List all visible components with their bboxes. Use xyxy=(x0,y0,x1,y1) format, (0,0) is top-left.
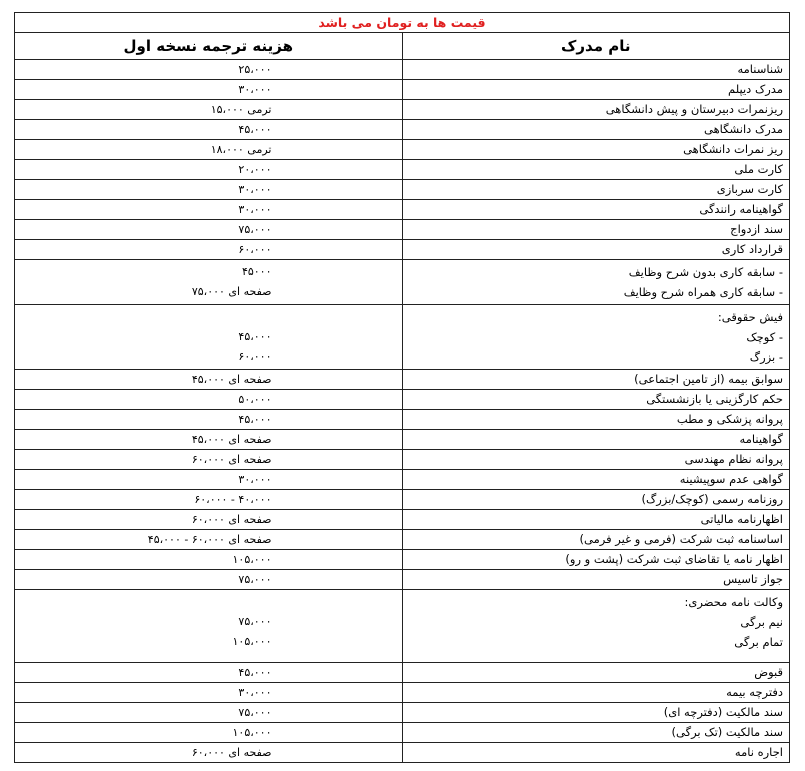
document-name-cell: پروانه نظام مهندسی xyxy=(402,450,790,470)
header-document-name: نام مدرک xyxy=(402,33,790,60)
document-name-cell: اظهارنامه مالیاتی xyxy=(402,510,790,530)
table-row xyxy=(15,530,790,550)
document-name-cell: مدرک دانشگاهی xyxy=(402,120,790,140)
table-row xyxy=(15,80,790,100)
table-row xyxy=(15,390,790,410)
table-row xyxy=(15,410,790,430)
work-history-row xyxy=(15,260,790,305)
document-name-cell: گواهینامه xyxy=(402,430,790,450)
price-cell xyxy=(15,260,403,305)
table-row xyxy=(15,60,790,80)
table-row xyxy=(15,220,790,240)
price-cell: صفحه ای ۶۰،۰۰۰ xyxy=(15,510,403,530)
title-row xyxy=(15,13,790,33)
table-row xyxy=(15,470,790,490)
item-price: صفحه ای ۷۵،۰۰۰ xyxy=(191,285,272,298)
price-cell: ۳۰،۰۰۰ xyxy=(15,80,403,100)
table-row xyxy=(15,180,790,200)
item-price: ۴۵،۰۰۰ xyxy=(238,330,272,343)
table-row xyxy=(15,703,790,723)
price-cell xyxy=(15,590,403,663)
table-row xyxy=(15,723,790,743)
document-name-cell: ریز نمرات دانشگاهی xyxy=(402,140,790,160)
table-row xyxy=(15,510,790,530)
price-cell: ۴۵،۰۰۰ xyxy=(15,663,403,683)
item-label: - سابقه کاری بدون شرح وظایف xyxy=(628,265,783,279)
price-cell: ۵۰،۰۰۰ xyxy=(15,390,403,410)
header-row xyxy=(15,33,790,60)
item-label: - سابقه کاری همراه شرح وظایف xyxy=(623,285,783,299)
price-cell: ۲۰،۰۰۰ xyxy=(15,160,403,180)
document-name-cell xyxy=(402,305,790,370)
price-cell: ۱۰۵،۰۰۰ xyxy=(15,723,403,743)
document-name-cell: ریزنمرات دبیرستان و پیش دانشگاهی xyxy=(402,100,790,120)
item-label: - بزرگ xyxy=(749,350,783,364)
price-cell: صفحه ای ۶۰،۰۰۰ xyxy=(15,450,403,470)
table-row xyxy=(15,100,790,120)
price-cell: ۴۵،۰۰۰ xyxy=(15,410,403,430)
price-cell: صفحه ای ۴۵،۰۰۰ xyxy=(15,430,403,450)
price-cell: صفحه ای ۶۰،۰۰۰ xyxy=(15,743,403,763)
price-cell: ۷۵،۰۰۰ xyxy=(15,703,403,723)
price-list xyxy=(14,12,790,763)
document-name-cell xyxy=(402,590,790,663)
item-price: ۱۰۵،۰۰۰ xyxy=(232,635,272,648)
table-row xyxy=(15,430,790,450)
document-name-cell: اساسنامه ثبت شرکت (فرمی و غیر فرمی) xyxy=(402,530,790,550)
document-name-cell: سند مالکیت (تک برگی) xyxy=(402,723,790,743)
item-label: نیم برگی xyxy=(740,615,783,629)
table-row xyxy=(15,370,790,390)
price-cell xyxy=(15,305,403,370)
document-name-cell: حکم کارگزینی یا بازنشستگی xyxy=(402,390,790,410)
table-row xyxy=(15,200,790,220)
table-row xyxy=(15,570,790,590)
document-name-cell: کارت ملی xyxy=(402,160,790,180)
document-name-cell: قبوض xyxy=(402,663,790,683)
table-row xyxy=(15,240,790,260)
item-label: فیش حقوقی: xyxy=(717,310,783,324)
price-cell: صفحه ای ۶۰،۰۰۰ - ۴۵،۰۰۰ xyxy=(15,530,403,550)
document-name-cell: دفترچه بیمه xyxy=(402,683,790,703)
price-cell: ترمی ۱۵،۰۰۰ xyxy=(15,100,403,120)
document-name-cell: گواهینامه رانندگی xyxy=(402,200,790,220)
table-row xyxy=(15,490,790,510)
table-row xyxy=(15,663,790,683)
table-row xyxy=(15,120,790,140)
document-name-cell: گواهی عدم سوپیشینه xyxy=(402,470,790,490)
item-label: - کوچک xyxy=(746,330,783,344)
price-cell: ۳۰،۰۰۰ xyxy=(15,180,403,200)
price-cell: صفحه ای ۴۵،۰۰۰ xyxy=(15,370,403,390)
document-name-cell: اظهار نامه یا تقاضای ثبت شرکت (پشت و رو) xyxy=(402,550,790,570)
document-name-cell: قرارداد کاری xyxy=(402,240,790,260)
price-cell: ۶۰،۰۰۰ xyxy=(15,240,403,260)
document-name-cell: سوابق بیمه (از تامین اجتماعی) xyxy=(402,370,790,390)
table-row xyxy=(15,743,790,763)
document-name-cell: پروانه پزشکی و مطب xyxy=(402,410,790,430)
price-cell: ۷۵،۰۰۰ xyxy=(15,570,403,590)
document-name-cell: شناسنامه xyxy=(402,60,790,80)
price-cell: ۷۵،۰۰۰ xyxy=(15,220,403,240)
price-cell: ۴۵،۰۰۰ xyxy=(15,120,403,140)
table-title: قیمت ها به تومان می باشد xyxy=(15,13,790,33)
table-row xyxy=(15,683,790,703)
price-cell: ۳۰،۰۰۰ xyxy=(15,200,403,220)
payslip-row xyxy=(15,305,790,370)
price-cell: ۴۰،۰۰۰ - ۶۰،۰۰۰ xyxy=(15,490,403,510)
document-name-cell: مدرک دیپلم xyxy=(402,80,790,100)
price-cell: ترمی ۱۸،۰۰۰ xyxy=(15,140,403,160)
table-row xyxy=(15,160,790,180)
document-name-cell xyxy=(402,260,790,305)
table-row xyxy=(15,140,790,160)
document-name-cell: کارت سربازی xyxy=(402,180,790,200)
document-name-cell: جواز تاسیس xyxy=(402,570,790,590)
item-price: ۴۵۰۰۰ xyxy=(241,265,272,278)
price-cell: ۲۵،۰۰۰ xyxy=(15,60,403,80)
price-cell: ۱۰۵،۰۰۰ xyxy=(15,550,403,570)
document-name-cell: اجاره نامه xyxy=(402,743,790,763)
header-translation-cost: هزینه ترجمه نسخه اول xyxy=(15,33,403,60)
price-table xyxy=(14,12,790,763)
price-cell: ۳۰،۰۰۰ xyxy=(15,470,403,490)
item-price: ۷۵،۰۰۰ xyxy=(238,615,272,628)
document-name-cell: سند ازدواج xyxy=(402,220,790,240)
item-label: تمام برگی xyxy=(734,635,783,649)
item-price: ۶۰،۰۰۰ xyxy=(238,350,272,363)
table-row xyxy=(15,550,790,570)
table-row xyxy=(15,450,790,470)
item-label: وکالت نامه محضری: xyxy=(684,595,783,609)
power-of-attorney-row xyxy=(15,590,790,663)
document-name-cell: روزنامه رسمی (کوچک/بزرگ) xyxy=(402,490,790,510)
document-name-cell: سند مالکیت (دفترچه ای) xyxy=(402,703,790,723)
price-cell: ۳۰،۰۰۰ xyxy=(15,683,403,703)
